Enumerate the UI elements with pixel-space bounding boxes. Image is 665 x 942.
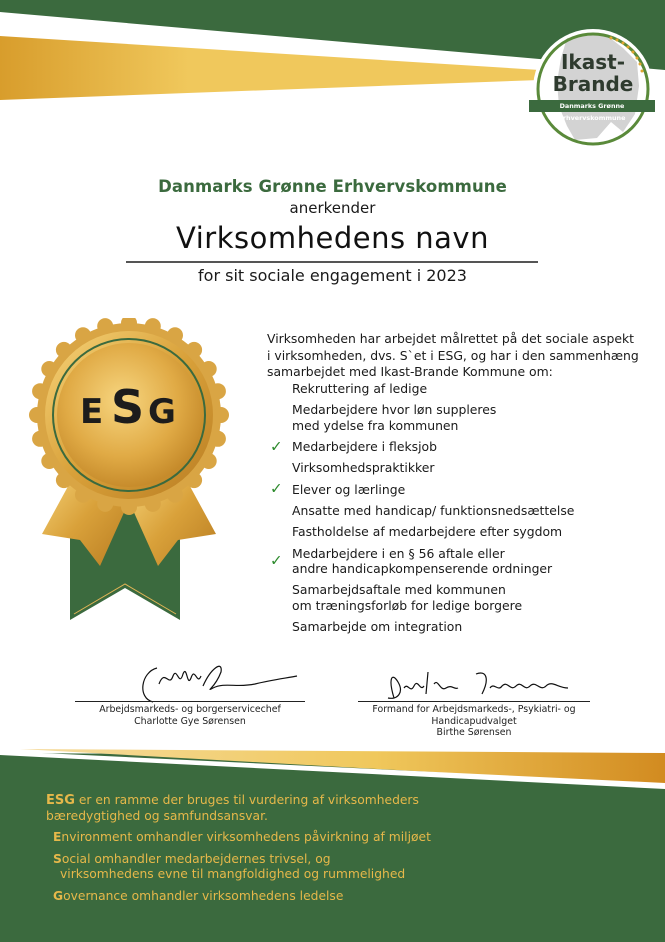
checklist-item	[270, 524, 650, 540]
intro-line: Virksomheden har arbejdet målrettet på det sociale aspekt	[267, 331, 634, 346]
intro-paragraph	[267, 331, 647, 381]
signer-2-title: Formand for Arbejdsmarkeds-, Psykiatri- og Handicapudvalget	[372, 704, 576, 727]
item-text: Rekruttering af ledige	[292, 381, 428, 396]
checklist-item	[270, 503, 650, 519]
letter-e: E	[53, 830, 62, 844]
esg-definition-text: er en ramme der bruges til vurdering af virksomheders	[74, 793, 419, 807]
handwritten-signature-2	[358, 658, 590, 706]
acknowledges-text: anerkender	[289, 199, 376, 217]
badge-letter-s: S	[111, 380, 145, 434]
signer-2-name: Birthe Sørensen	[436, 727, 512, 738]
signature-line-1	[75, 701, 305, 702]
logo-banner: Danmarks Grønne Erhvervskommune	[529, 100, 655, 112]
governance-definition	[46, 889, 626, 905]
check-icon: ✓	[270, 479, 283, 498]
esg-explanation	[46, 793, 626, 910]
checklist-item	[270, 402, 650, 433]
checklist-item	[270, 460, 650, 476]
company-name: Virksomhedens navn	[176, 221, 489, 255]
check-icon: ✓	[270, 437, 283, 456]
check-icon: ✓	[270, 551, 283, 570]
item-text: med ydelse fra kommunen	[292, 417, 459, 433]
logo-text-brande: Brande	[552, 72, 634, 96]
item-text: Virksomhedspraktikker	[292, 460, 435, 476]
signer-1-title: Arbejdsmarkeds- og borgerservicechef	[99, 704, 281, 715]
logo-text-ikast: Ikast-	[560, 50, 625, 74]
handwritten-signature-1	[75, 658, 305, 706]
checklist-item	[270, 381, 650, 397]
item-text: Medarbejdere i en § 56 aftale eller	[292, 545, 505, 561]
signature-line-2	[358, 701, 590, 702]
intro-line: samarbejdet med Ikast-Brande Kommune om:	[267, 364, 553, 379]
ikast-brande-logo	[527, 26, 663, 152]
badge-letter-g: G	[148, 392, 176, 432]
engagement-text: for sit sociale engagement i 2023	[198, 266, 467, 285]
item-text: andre handicapkompenserende ordninger	[292, 561, 553, 577]
esg-badge	[18, 318, 240, 624]
environment-text: nvironment omhandler virksomhedens påvirkning af miljøet	[61, 830, 431, 844]
engagement-checklist	[270, 381, 650, 640]
organization-title: Danmarks Grønne Erhvervskommune	[158, 177, 507, 196]
letter-g: G	[53, 888, 64, 903]
social-definition	[46, 852, 626, 883]
badge-letter-e: E	[80, 392, 104, 432]
item-text: Samarbejde om integration	[292, 619, 463, 635]
item-text: Medarbejdere i fleksjob	[292, 439, 437, 455]
signer-1-name: Charlotte Gye Sørensen	[134, 715, 246, 727]
item-text: Samarbejdsaftale med kommunen	[292, 582, 506, 598]
checklist-item	[270, 582, 650, 613]
checklist-item	[270, 619, 650, 635]
item-text: Fastholdelse af medarbejdere efter sygdom	[292, 524, 563, 540]
item-text: om træningsforløb for ledige borgere	[292, 597, 523, 613]
esg-definition-text-2: bæredygtighed og samfundsansvar.	[46, 808, 268, 823]
social-text-2: virksomhedens evne til mangfoldighed og rummelighed	[60, 867, 406, 881]
checklist-item-checked	[270, 439, 650, 455]
item-text: Medarbejdere hvor løn suppleres	[292, 402, 497, 418]
esg-label: ESG	[46, 793, 75, 808]
environment-definition	[46, 830, 626, 846]
item-text: Ansatte med handicap/ funktionsnedsættelse	[292, 502, 575, 518]
company-name-underline	[126, 261, 538, 263]
governance-text: overnance omhandler virksomhedens ledelse	[63, 888, 344, 903]
letter-s: S	[53, 851, 62, 866]
item-text: Elever og lærlinge	[292, 481, 406, 497]
checklist-item-checked	[270, 479, 650, 498]
checklist-item-checked	[270, 546, 650, 577]
social-text: ocial omhandler medarbejdernes trivsel, og	[61, 851, 331, 866]
esg-definition	[46, 793, 626, 824]
intro-line: i virksomheden, dvs. S`et i ESG, og har i den sammenhæng	[267, 347, 639, 363]
